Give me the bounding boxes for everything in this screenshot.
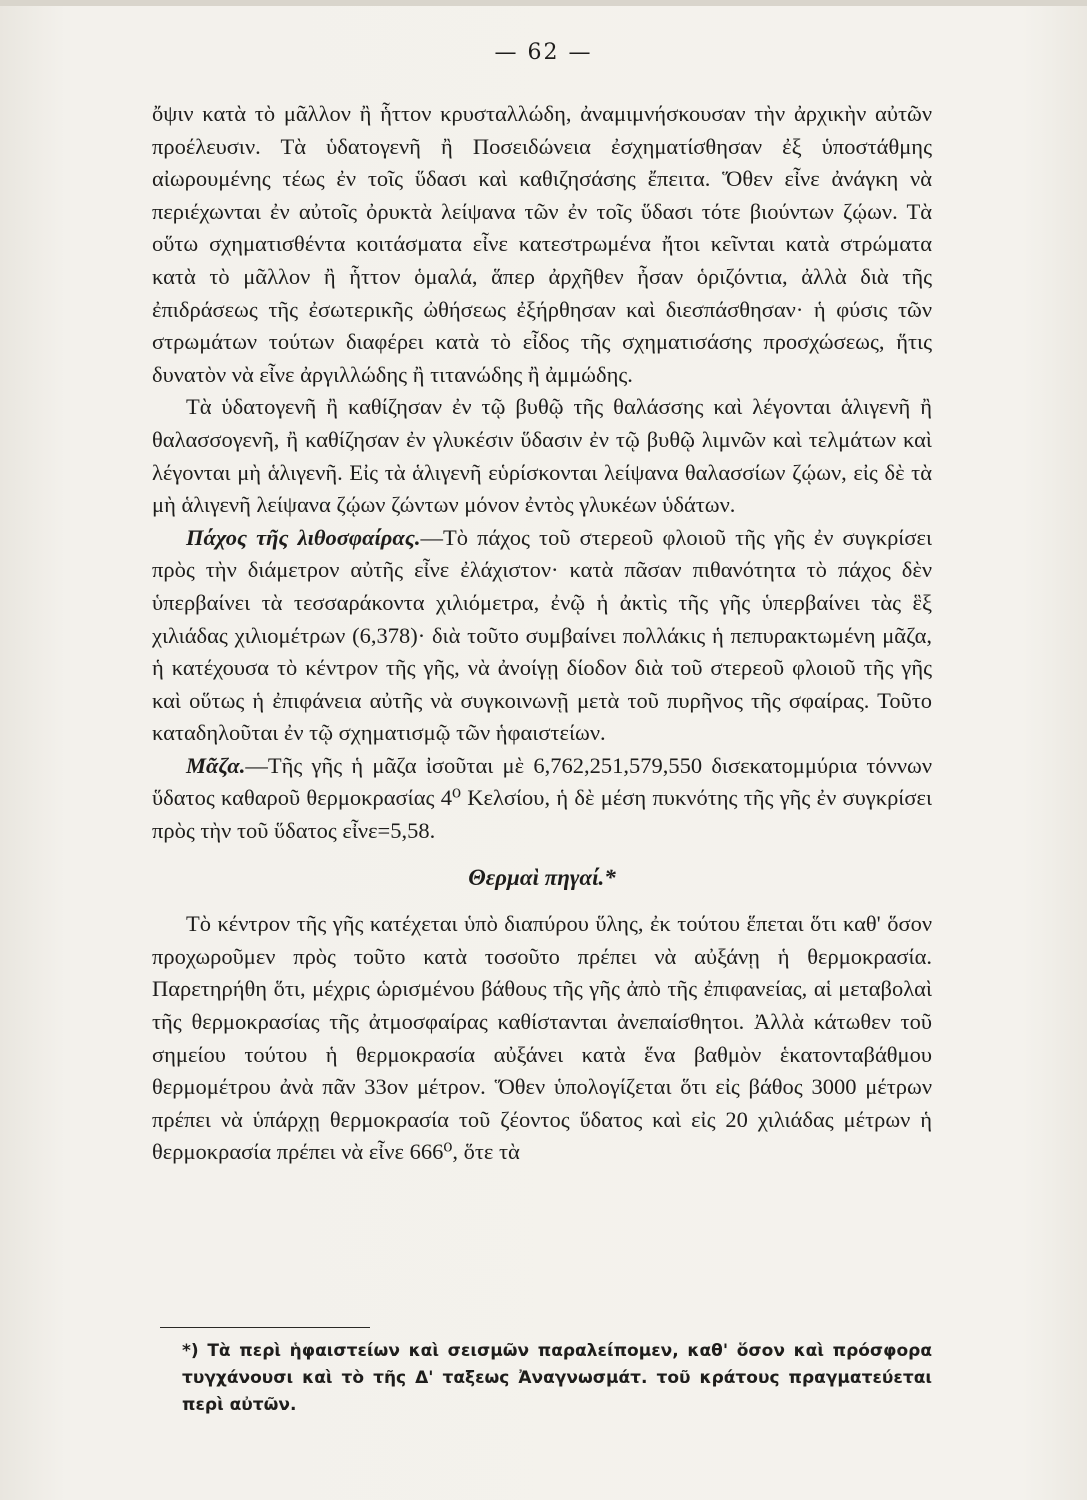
paragraph-3 — [152, 522, 932, 750]
paragraph-2: Τὰ ὑδατογενῆ ἢ καθίζησαν ἐν τῷ βυθῷ τῆς θαλάσσης καὶ λέγονται ἁλιγενῆ ἢ θαλασσογενῆ, ἢ καθίζησαν ἐν γλυκέσιν ὕδασιν ἐν τῷ βυθῷ λιμνῶν καὶ τελμάτων καὶ λέγονται μὴ ἁλιγενῆ. Εἰς τὰ ἁλιγενῆ εὑρίσκονται λείψανα θαλασσίων ζῴων, εἰς δὲ τὰ μὴ ἁλιγενῆ λείψανα ζῴων ζώντων μόνον ἐντὸς γλυκέων ὑδάτων. — [152, 394, 932, 518]
paragraph-4 — [152, 750, 932, 848]
paragraph-4-heading: Μᾶζα. — [186, 752, 246, 778]
paragraph-1: ὄψιν κατὰ τὸ μᾶλλον ἢ ἧττον κρυσταλλώδη, ἀναμιμνήσκουσαν τὴν ἀρχικὴν αὐτῶν προέλευσιν. Τὰ ὑδατογενῆ ἢ Ποσειδώνεια ἐσχηματίσθησαν ἐξ ὑποστάθμης αἰωρουμένης τέως ἐν τοῖς ὕδασι καὶ καθιζησάσης ἔπειτα. Ὅθεν εἶνε ἀνάγκη νὰ περιέχωνται ἐν αὐτοῖς ὀρυκτὰ λείψανα τῶν ἐν τοῖς ὕδασι τότε βιούντων ζῴων. Τὰ οὕτω σχηματισθέντα κοιτάσματα εἶνε κατεστρωμένα ἤτοι κεῖνται κατὰ στρώματα κατὰ τὸ μᾶλλον ἢ ἧττον ὁμαλά, ἅπερ ἀρχῆθεν ἦσαν ὁριζόντια, ἀλλὰ διὰ τῆς ἐπιδράσεως τῆς ἐσωτερικῆς ὠθήσεως ἐξήρθησαν καὶ διεσπάσθησαν· ἡ φύσις τῶν στρωμάτων τούτων διαφέρει κατὰ τὸ εἶδος τῆς σχηματισάσης προσχώσεως, ἥτις δυνατὸν νὰ εἶνε ἀργιλλώδης ἢ τιτανώδης ἢ ἀμμώδης. — [152, 101, 932, 387]
page-number: — 62 — — [494, 40, 593, 65]
footnote-divider — [160, 1327, 370, 1328]
footnote-text: *) Τὰ περὶ ἡφαιστείων καὶ σεισμῶν παραλείπομεν, καθ' ὅσον καὶ πρόσφορα τυγχάνουσι καὶ τὸ τῆς Δ' ταξεως Ἀναγνωσμάτ. τοῦ κράτους πραγματεύεται περὶ αὐτῶν. — [182, 1341, 932, 1415]
paragraph-4-body: —Τῆς γῆς ἡ μᾶζα ἰσοῦται μὲ 6,762,251,579,550 δισεκατομμύρια τόννων ὕδατος καθαροῦ θερμοκρασίας 4⁰ Κελσίου, ἡ δὲ μέση πυκνότης τῆς γῆς ἐν συγκρίσει πρὸς τὴν τοῦ ὕδατος εἶνε=5,58. — [152, 752, 932, 844]
paragraph-3-heading: Πάχος τῆς λιθοσφαίρας. — [186, 524, 421, 550]
paragraph-5: Τὸ κέντρον τῆς γῆς κατέχεται ὑπὸ διαπύρου ὕλης, ἐκ τούτου ἕπεται ὅτι καθ' ὅσον προχωροῦμεν πρὸς τοῦτο κατὰ τοσοῦτο πρέπει νὰ αὐξάνῃ ἡ θερμοκρασία. Παρετηρήθη ὅτι, μέχρις ὡρισμένου βάθους τῆς γῆς ἀπὸ τῆς ἐπιφανείας, αἱ μεταβολαὶ τῆς θερμοκρασίας τῆς ἀτμοσφαίρας καθίστανται ἀνεπαίσθητοι. Ἀλλὰ κάτωθεν τοῦ σημείου τούτου ἡ θερμοκρασία αὐξάνει κατὰ ἕνα βαθμὸν ἑκατονταβάθμου θερμομέτρου ἀνὰ πᾶν 33ον μέτρον. Ὅθεν ὑπολογίζεται ὅτι εἰς βάθος 3000 μέτρων πρέπει νὰ ὑπάρχῃ θερμοκρασία τοῦ ζέοντος ὕδατος καὶ εἰς 20 χιλιάδας μέτρων ἡ θερμοκρασία πρέπει νὰ εἶνε 666⁰, ὅτε τὰ — [152, 911, 932, 1165]
footnote — [160, 1338, 932, 1419]
page-top-edge — [0, 0, 1087, 6]
paragraph-3-body: —Τὸ πάχος τοῦ στερεοῦ φλοιοῦ τῆς γῆς ἐν συγκρίσει πρὸς τὴν διάμετρον αὐτῆς εἶνε ἐλάχιστον· κατὰ πᾶσαν πιθανότητα τὸ πάχος δὲν ὑπερβαίνει τὰ τεσσαράκοντα χιλιόμετρα, ἐνῷ ἡ ἀκτὶς τῆς γῆς ὑπερβαίνει τὰς ἓξ χιλιάδας χιλιομέτρων (6,378)· διὰ τοῦτο συμβαίνει πολλάκις ἡ πεπυρακτωμένη μᾶζα, ἡ κατέχουσα τὸ κέντρον τῆς γῆς, νὰ ἀνοίγῃ δίοδον διὰ τοῦ στερεοῦ φλοιοῦ τῆς γῆς καὶ οὕτως ἡ ἐπιφάνεια αὐτῆς νὰ συγκοινωνῇ μετὰ τοῦ πυρῆνος τῆς σφαίρας. Τοῦτο καταδηλοῦται ἐν τῷ σχηματισμῷ τῶν ἡφαιστείων. — [152, 524, 932, 746]
section-heading: Θερμαὶ πηγαί.* — [468, 864, 616, 890]
main-text — [152, 98, 932, 1169]
